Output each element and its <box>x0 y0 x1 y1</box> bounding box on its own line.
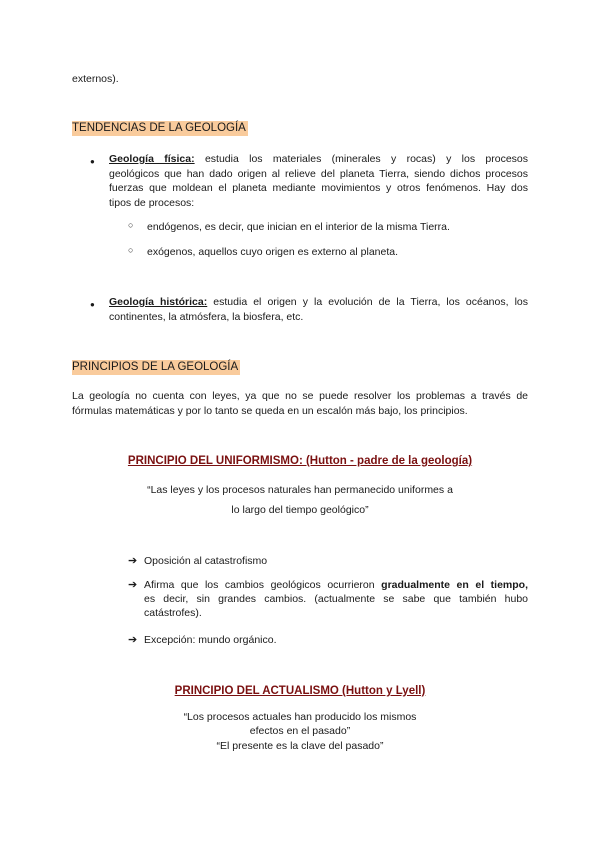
point-catastrofismo: Oposición al catastrofismo <box>144 555 268 567</box>
line: tipos de procesos: <box>109 196 195 209</box>
principios-paragraph <box>72 389 528 418</box>
geologia-fisica-paragraph <box>109 152 528 210</box>
point-gradualmente <box>144 578 528 620</box>
circle-bullet-icon: ○ <box>128 245 134 255</box>
bold-text: gradualmente en el tiempo, <box>381 579 528 591</box>
geologia-historica-paragraph <box>109 295 528 324</box>
line: fórmulas matemáticas y por lo tanto se queda en un escalón más bajo, los principios. <box>72 404 468 417</box>
line: La geología no cuenta con leyes, ya que no se puede resolver los problemas a través de <box>72 390 528 402</box>
line: estudia el origen y la evolución de la Tierra, los océanos, los <box>207 296 528 308</box>
heading-text: TENDENCIAS DE LA GEOLOGÍA <box>72 122 246 134</box>
arrow-icon: ➔ <box>128 579 138 591</box>
arrow-icon: ➔ <box>128 634 138 646</box>
sub-item-endogenos: endógenos, es decir, que inician en el interior de la misma Tierra. <box>147 221 450 233</box>
line: geológicos que han dado origen al relieve del planeta Tierra, siendo dichos procesos <box>109 167 528 180</box>
line: continentes, la atmósfera, la biosfera, etc. <box>109 310 304 323</box>
top-fragment: externos). <box>72 73 119 85</box>
line: es decir, sin grandes cambios. (actualmente se sabe que también hubo <box>144 593 528 605</box>
arrow-icon: ➔ <box>128 555 138 567</box>
actualismo-title: PRINCIPIO DEL ACTUALISMO (Hutton y Lyell) <box>174 685 426 697</box>
uniformismo-title: PRINCIPIO DEL UNIFORMISMO: (Hutton - padre de la geología) <box>127 455 473 467</box>
line: catástrofes). <box>144 607 202 619</box>
section-heading-tendencias <box>72 122 248 134</box>
bullet-icon: ● <box>90 157 95 166</box>
actualismo-quote-line2: efectos en el pasado” <box>249 725 351 737</box>
section-heading-principios <box>72 361 240 373</box>
term-geologia-fisica: Geología física: <box>109 153 195 165</box>
circle-bullet-icon: ○ <box>128 220 134 230</box>
sub-item-exogenos: exógenos, aquellos cuyo origen es externo al planeta. <box>147 246 399 258</box>
line: fuerzas que moldean el planeta mediante movimientos y otros fenómenos. Hay dos <box>109 182 528 194</box>
point-excepcion: Excepción: mundo orgánico. <box>144 634 277 646</box>
uniformismo-quote-line2: lo largo del tiempo geológico” <box>231 504 369 516</box>
line: estudia los materiales (minerales y rocas) y los procesos <box>194 153 529 165</box>
line: Afirma que los cambios geológicos ocurrieron <box>144 579 382 591</box>
actualismo-quote-line3: “El presente es la clave del pasado” <box>216 740 384 752</box>
term-geologia-historica: Geología histórica: <box>109 296 208 308</box>
heading-text: PRINCIPIOS DE LA GEOLOGÍA <box>72 361 239 373</box>
bullet-icon: ● <box>90 300 95 309</box>
uniformismo-quote-line1: “Las leyes y los procesos naturales han permanecido uniformes a <box>147 484 453 496</box>
actualismo-quote-line1: “Los procesos actuales han producido los mismos <box>183 711 417 723</box>
